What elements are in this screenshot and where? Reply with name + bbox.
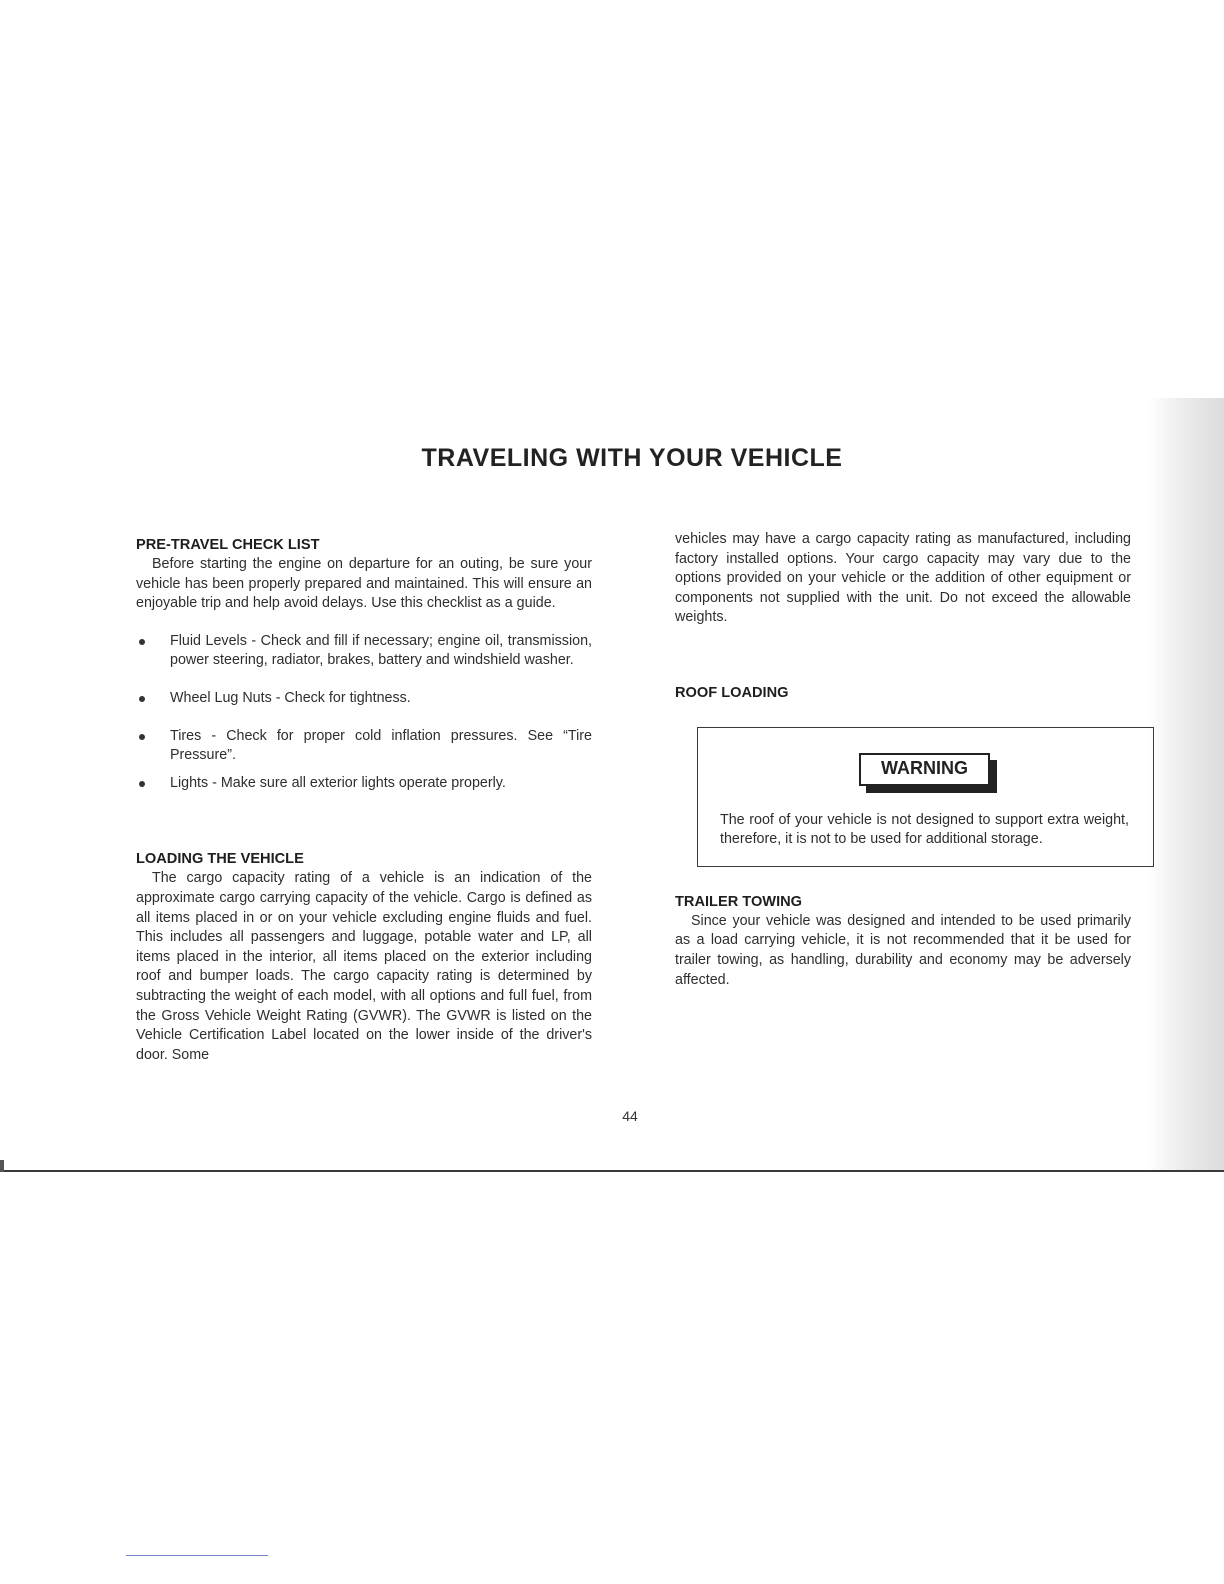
scan-margin-line (126, 1555, 268, 1556)
roof-section (675, 684, 1131, 867)
pre-travel-intro: Before starting the engine on departure for an outing, be sure your vehicle has been properly prepared and maintained. This will ensure an enjoyable trip and help avoid delays. Use this checklist as a guide. (136, 556, 592, 612)
left-column (136, 536, 592, 1065)
warning-box (697, 727, 1154, 867)
pre-travel-section (136, 536, 592, 793)
checklist-item-text: Fluid Levels - Check and fill if necessary; engine oil, transmission, power steering, radiator, brakes, battery and windshield washer. (170, 632, 592, 669)
checklist (136, 632, 592, 794)
warning-label: WARNING (859, 753, 990, 786)
bullet-icon (139, 639, 145, 645)
page-corner-mark (0, 1160, 4, 1172)
warning-tag (720, 753, 1129, 786)
page-edge-shadow (1148, 398, 1224, 1172)
bullet-icon (139, 734, 145, 740)
warning-text: The roof of your vehicle is not designed to support extra weight, therefore, it is not to be used for additional storage. (720, 811, 1129, 848)
loading-heading: LOADING THE VEHICLE (136, 851, 304, 868)
right-column (675, 530, 1131, 990)
trailer-section (675, 893, 1131, 990)
loading-continued: vehicles may have a cargo capacity rating as manufactured, including factory installed options. Your cargo capacity may vary due to the options provided on your vehicle or the addition of other equipment or components not supplied with the unit. Do not exceed the allowable weights. (675, 531, 1131, 626)
trailer-body: Since your vehicle was designed and intended to be used primarily as a load carrying vehicle, it is not recommended that it be used for trailer towing, as handling, durability and economy may be adversely affected. (675, 912, 1131, 988)
checklist-item (136, 632, 592, 671)
bullet-icon (139, 696, 145, 702)
page-bottom-rule (0, 1170, 1224, 1172)
pre-travel-heading: PRE-TRAVEL CHECK LIST (136, 537, 320, 553)
checklist-item (136, 689, 592, 709)
checklist-item (136, 727, 592, 766)
checklist-item-text: Lights - Make sure all exterior lights operate properly. (170, 774, 506, 791)
roof-heading: ROOF LOADING (675, 684, 789, 701)
trailer-heading: TRAILER TOWING (675, 893, 803, 910)
checklist-item (136, 774, 592, 794)
page-title: TRAVELING WITH YOUR VEHICLE (421, 444, 843, 472)
loading-body: The cargo capacity rating of a vehicle is an indication of the approximate cargo carrying capacity of the vehicle. Cargo is defined as all items placed in or on your vehicle excluding engine fluids and fuel. This includes all passengers and luggage, potable water and LP, all items placed in the interior, all items placed on the exterior including roof and bumper loads. The cargo capacity rating is determined by subtracting the weight of each model, with all options and full fuel, from the Gross Vehicle Weight Rating (GVWR). The GVWR is listed on the Vehicle Certification Label located on the lower inside of the driver's door. Some (136, 870, 592, 1063)
checklist-item-text: Tires - Check for proper cold inflation pressures. See “Tire Pressure”. (170, 727, 592, 764)
loading-section (136, 850, 592, 1065)
page-number: 44 (622, 1108, 638, 1124)
bullet-icon (139, 781, 145, 787)
checklist-item-text: Wheel Lug Nuts - Check for tightness. (170, 689, 411, 706)
